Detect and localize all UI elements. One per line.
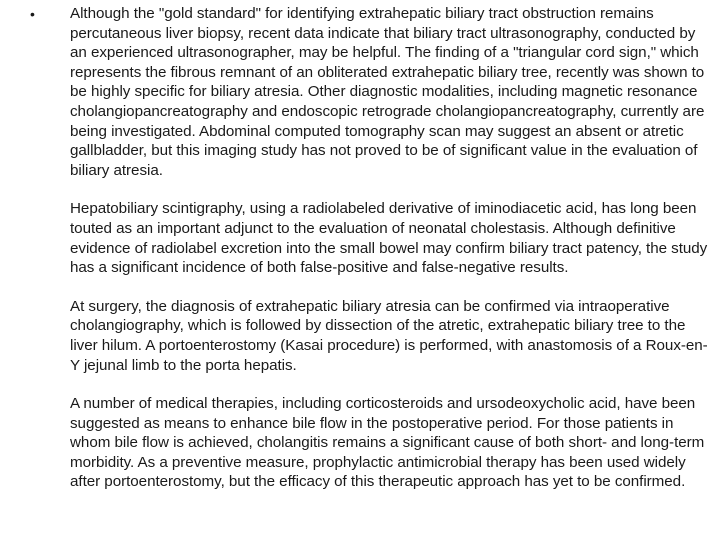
paragraph-medical-therapies: A number of medical therapies, including corticosteroids and ursodeoxycholic acid, have been suggested as means to enhance bile flow in the postoperative period. For those patients in whom bile flow is achieved, cholangitis remains a significant cause of both short- and long-term morbidity. As a preventive measure, prophylactic antimicrobial therapy has been used widely after portoenterostomy, but the efficacy of this therapeutic approach has yet to be confirmed. (70, 395, 705, 491)
bullet-marker: • (30, 6, 35, 22)
paragraph-surgery: At surgery, the diagnosis of extrahepatic biliary atresia can be confirmed via intraoperative cholangiography, which is followed by dissection of the atretic, extrahepatic biliary tree to the liver hilum. A portoenterostomy (Kasai procedure) is performed, with anastomosis of a Roux-en-Y jejunal limb to the porta hepatis. (70, 297, 708, 374)
bullet-content (70, 4, 710, 492)
paragraph-ultrasonography: Although the "gold standard" for identifying extrahepatic biliary tract obstruction remains percutaneous liver biopsy, recent data indicate that biliary tract ultrasonography, conducted by an experienced ultrasonographer, may be helpful. The finding of a "triangular cord sign," which represents the fibrous remnant of an obliterated extrahepatic biliary tree, recently was shown to be highly specific for biliary atresia. Other diagnostic modalities, including magnetic resonance cholangiopancreatography and endoscopic retrograde cholangiopancreatography, currently are being investigated. Abdominal computed tomography scan may suggest an absent or atretic gallbladder, but this imaging study has not proved to be of significant value in the evaluation of biliary atresia. (70, 5, 705, 179)
paragraph-scintigraphy: Hepatobiliary scintigraphy, using a radiolabeled derivative of iminodiacetic acid, has long been touted as an important adjunct to the evaluation of neonatal cholestasis. Although definitive evidence of radiolabel excretion into the small bowel may confirm biliary tract patency, the study has a significant incidence of both false-positive and false-negative results. (70, 200, 708, 277)
